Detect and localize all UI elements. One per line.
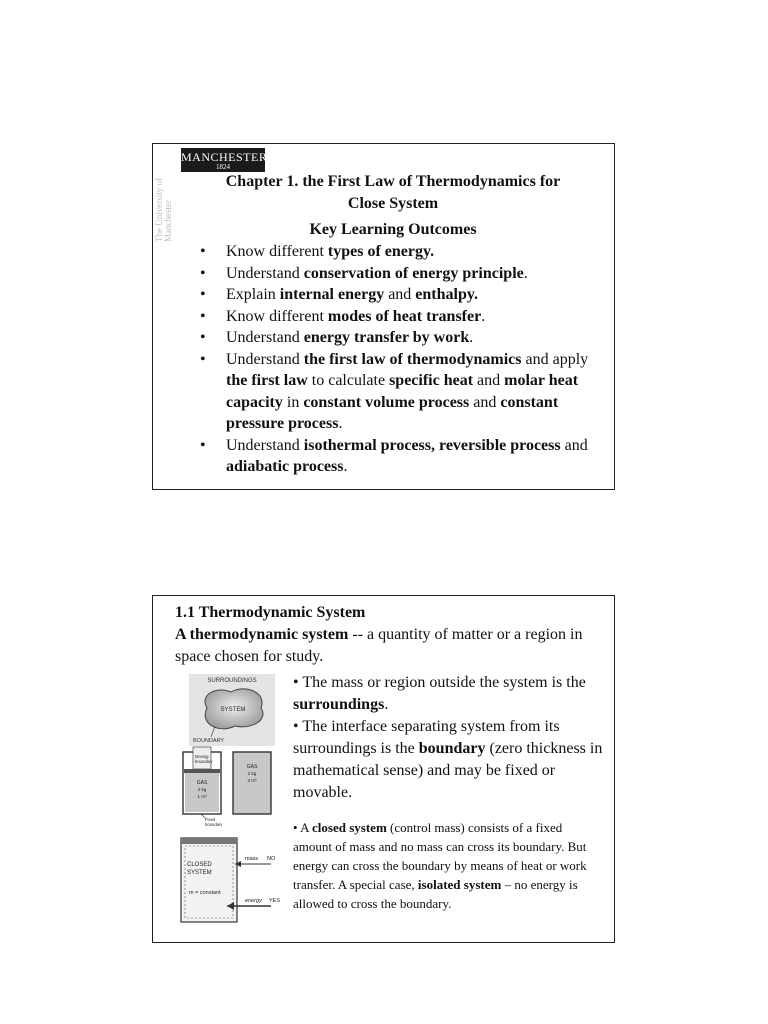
slide-thermodynamic-system bbox=[152, 595, 615, 943]
svg-text:GAS: GAS bbox=[196, 780, 208, 786]
svg-text:3 m³: 3 m³ bbox=[247, 778, 257, 783]
outcomes-list bbox=[200, 241, 600, 478]
list-item: • Understand conservation of energy principle. bbox=[200, 264, 528, 282]
boundary-paragraph: • The interface separating system from its surroundings is the boundary (zero thickness in mathematical sense) and may be fixed or movable. bbox=[293, 718, 603, 801]
university-logo bbox=[181, 148, 268, 172]
svg-text:Moving: Moving bbox=[195, 754, 209, 759]
svg-text:SYSTEM: SYSTEM bbox=[187, 870, 212, 876]
svg-text:Fixed: Fixed bbox=[205, 817, 216, 822]
watermark: The University of Manchester bbox=[154, 178, 173, 242]
list-item: • Understand the first law of thermodynamics and apply the first law to calculate specific heat and molar heat capacity in constant volume process and constant pressure process. bbox=[200, 350, 589, 432]
svg-text:2 kg: 2 kg bbox=[197, 787, 207, 792]
list-item: • Explain internal energy and enthalpy. bbox=[200, 286, 478, 303]
svg-text:GAS: GAS bbox=[246, 764, 258, 770]
svg-text:CLOSED: CLOSED bbox=[187, 862, 212, 868]
svg-text:SYSTEM: SYSTEM bbox=[220, 707, 246, 713]
svg-text:1 m³: 1 m³ bbox=[197, 794, 207, 799]
svg-text:YES: YES bbox=[269, 898, 281, 904]
outcomes-heading: Key Learning Outcomes bbox=[309, 221, 477, 238]
section-title: 1.1 Thermodynamic System bbox=[175, 604, 366, 621]
svg-text:boundary: boundary bbox=[195, 759, 213, 764]
chapter-title-line2: Close System bbox=[347, 195, 439, 212]
surroundings-diagram bbox=[189, 674, 275, 746]
list-item: • Know different types of energy. bbox=[200, 243, 435, 260]
svg-text:energy: energy bbox=[245, 898, 262, 904]
logo-year: 1824 bbox=[216, 163, 230, 171]
slide-learning-outcomes bbox=[152, 143, 615, 490]
closed-system-diagram bbox=[177, 828, 289, 926]
moving-fixed-boundary-diagram bbox=[179, 744, 279, 826]
logo-name: MANCHESTER bbox=[181, 150, 268, 164]
chapter-title-line1: Chapter 1. the First Law of Thermodynamics for bbox=[225, 173, 561, 190]
boundary-text bbox=[293, 672, 603, 804]
list-item: • Understand isothermal process, reversible process and adiabatic process. bbox=[200, 436, 588, 475]
svg-text:mass: mass bbox=[245, 856, 259, 862]
svg-text:BOUNDARY: BOUNDARY bbox=[193, 738, 225, 744]
svg-text:boundary: boundary bbox=[205, 822, 223, 826]
intro-paragraph: A thermodynamic system -- a quantity of matter or a region in space chosen for study. bbox=[175, 626, 583, 665]
list-item: • Understand energy transfer by work. bbox=[200, 329, 474, 346]
list-item: • Know different modes of heat transfer. bbox=[200, 307, 486, 325]
svg-text:NO: NO bbox=[267, 856, 276, 862]
svg-text:2 kg: 2 kg bbox=[247, 771, 257, 776]
closed-system-paragraph: • A closed system (control mass) consists of a fixed amount of mass and no mass can cross its boundary. But energy can cross the boundary by means of heat or work transfer. A special case, isolated system – no energy is allowed to cross the boundary. bbox=[293, 820, 587, 911]
svg-text:SURROUNDINGS: SURROUNDINGS bbox=[207, 678, 257, 684]
surroundings-paragraph: • The mass or region outside the system is the surroundings. bbox=[293, 674, 586, 713]
chapter-title bbox=[193, 171, 593, 215]
svg-text:m = constant: m = constant bbox=[189, 890, 221, 896]
